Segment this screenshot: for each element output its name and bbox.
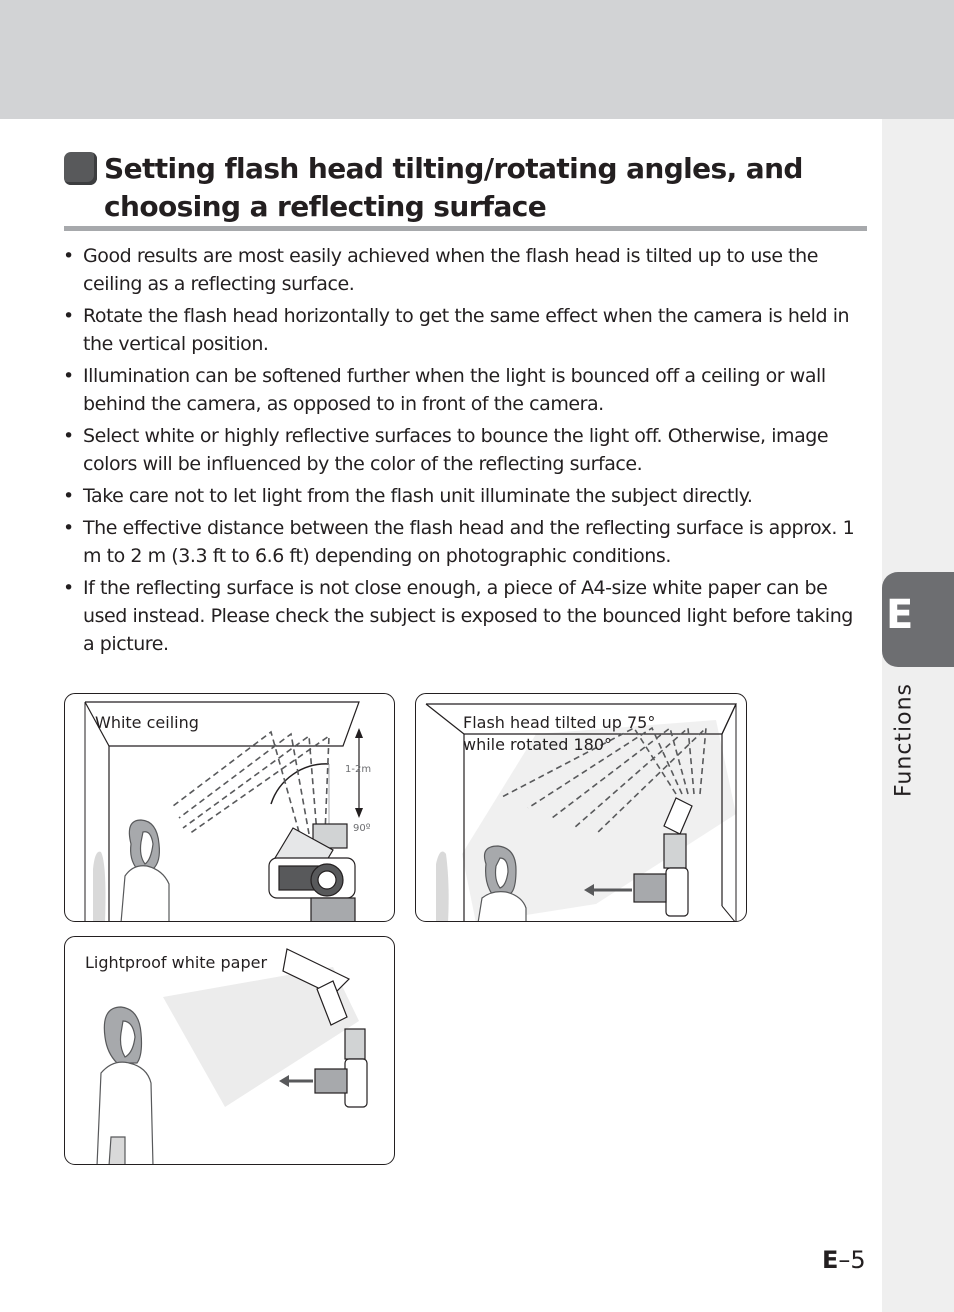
bullet-item: • Illumination can be softened further when the light is bounced off a ceiling or wall behind the camera, as opposed to in front of the camera. [60, 362, 865, 418]
illustration-white-paper [64, 936, 395, 1165]
section-side-label: Functions [891, 682, 917, 798]
white-ceiling-label: White ceiling [95, 713, 199, 732]
gray-square-bullet-icon [64, 152, 97, 185]
bullet-item: • If the reflecting surface is not close enough, a piece of A4-size white paper can be used instead. Please check the subject is exposed to the bounced light before taking a picture. [60, 574, 865, 658]
illustration-white-ceiling [64, 693, 395, 922]
page-number-prefix: E [822, 1246, 839, 1274]
top-band [0, 0, 954, 119]
bullet-list [60, 242, 865, 662]
bullet-item: • The effective distance between the flash head and the reflecting surface is approx. 1 m to 2 m (3.3 ft to 6.6 ft) depending on photographic conditions. [60, 514, 865, 570]
section-tab-letter: E [886, 592, 914, 638]
bullet-item: • Take care not to let light from the flash unit illuminate the subject directly. [60, 482, 865, 510]
bullet-item: • Good results are most easily achieved when the flash head is tilted up to use the ceiling as a reflecting surface. [60, 242, 865, 298]
distance-label: 1-2m [345, 764, 372, 775]
title-rule [64, 226, 867, 231]
angle-label: 90º [353, 823, 371, 834]
page-number-value: –5 [838, 1246, 866, 1274]
page-number [822, 1246, 866, 1274]
page-title: Setting flash head tilting/rotating angles, and choosing a reflecting surface [104, 152, 803, 223]
illustration-rotated-flash [415, 693, 747, 922]
bullet-item: • Rotate the flash head horizontally to get the same effect when the camera is held in the vertical position. [60, 302, 865, 358]
white-paper-label: Lightproof white paper [85, 953, 268, 972]
rotated-flash-label-line1: Flash head tilted up 75° [463, 713, 656, 732]
rotated-flash-label-line2: while rotated 180° [463, 735, 613, 754]
bullet-item: • Select white or highly reflective surfaces to bounce the light off. Otherwise, image colors will be influenced by the color of the reflecting surface. [60, 422, 865, 478]
